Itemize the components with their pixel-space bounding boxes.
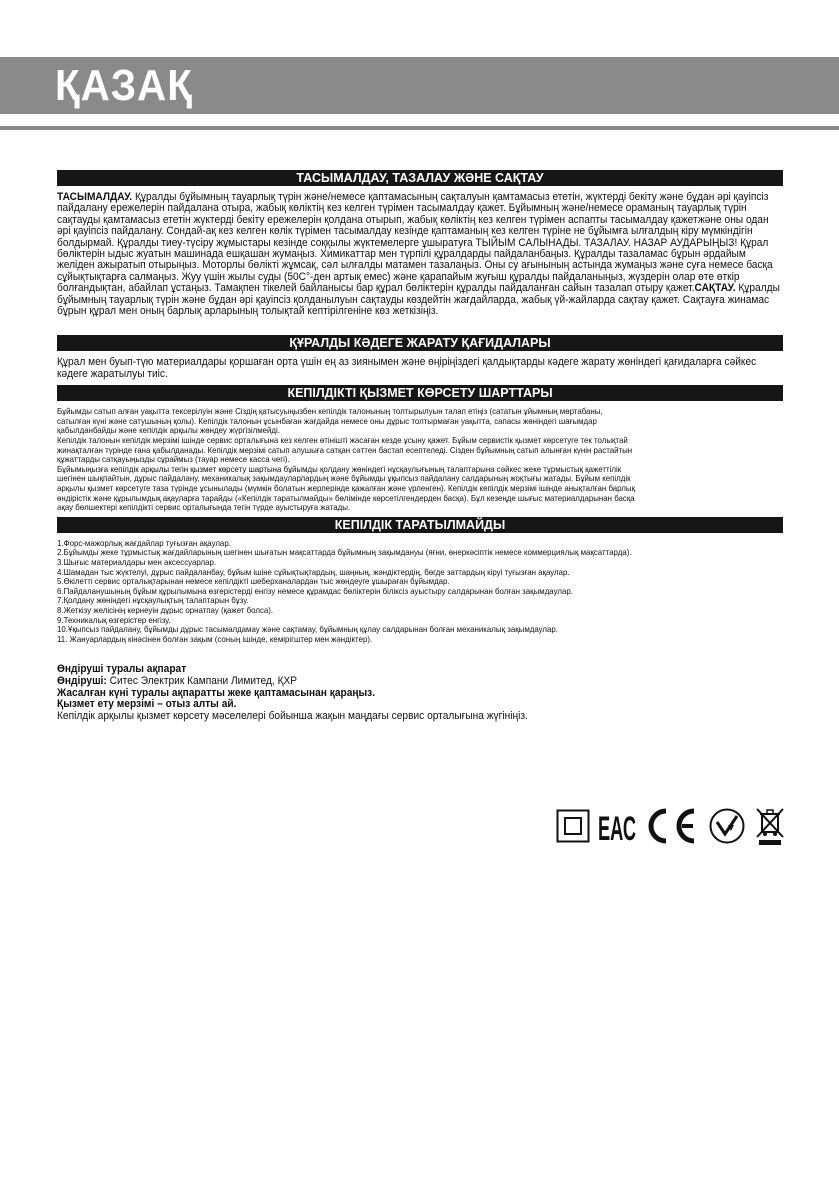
exclusion-item: 5.Өкілетті сервис орталықтарынан немесе кепілдікті шеберханалардан тыс жөндеуге ұшыраған бұйымдар. bbox=[57, 576, 450, 587]
exclusion-item: 1.Форс-мажорлық жағдайлар туғызған ақаулар. bbox=[57, 537, 231, 548]
warranty-line: шегінен шықпайтын, дұрыс пайдалану, механикалық зақымдауларлардың және бұйымды ұқыпсыз пайдалану салдарының жоқтығы жатады. Бұйым кепілдік bbox=[57, 473, 631, 484]
warranty-line: өндірістік және құрылымдық ақауларға тарайды («Кепілдік таратылмайды» бөлімінде көрсетілгендерден басқа). Бұл кезеңде шығыс материалдарынан басқа bbox=[57, 492, 635, 503]
warranty-line: ақау бөлшектері кепілдікті сервис орталығында тегін түрде ауыстыруға жатады. bbox=[57, 502, 351, 513]
warranty-line: Кепілдік талонын кепілдік мерзімі ішінде сервис орталығына кез келген өтінішті жасаған кезде ұсыну қажет. Бұйым сервистік қызмет көрсетуге тек толықтай bbox=[57, 435, 628, 446]
producer-value: Ситес Электрик Кампани Лимитед, ҚХР bbox=[106, 674, 298, 687]
exclusion-item: 10.Ұқыпсыз пайдалану, бұйымды дұрыс тасымалдамау және сақтамау, бұйымның құлау салдарынан болған механикалық зақымдаулар. bbox=[57, 624, 558, 635]
service-life: Қызмет ету мерзімі – отыз алты ай. bbox=[57, 698, 237, 711]
double-insulation-icon bbox=[556, 809, 590, 843]
transport-text: Құралды бұйымның тауарлық түрін және/немесе қаптамасының сақталуын қамтамасыз ететін, жүктерді бекіту және бұдан әрі қауіпсіз пайдалану ережелерін пайдалана отыра, жабық көліктің кез келген түрімен тасымалдау қажет. Бұйымның және/немесе ораманың тауарлық түрін сақтауды қамтамасыз ететін жүктерді бекіту ережелерін қолдана отырып, жабық көліктің кез келген түрімен аспапты тасымалдау қажетжәне оны одан әрі қауіпсіз пайдалану. Сондай-ақ кез келген көлік түрімен тасымалдау кезінде қаптаманың кез келген түріне не бұйымға ылғалдың кіру мүмкіндігін болдырмай. Құралды тиеу-түсіру жұмыстары кезінде соққылы жүктемелерге ұшыратуға ТЫЙЫМ САЛЫНАДЫ. ТАЗАЛАУ. НАЗАР АУДАРЫҢЫЗ! Құрал бөліктерін ыдыс жуатын машинада ешқашан жумаңыз. Химикаттар мен түрпілі құралдарды пайдаланбаңыз. Құралды тазаламас бұрын әрдайым желіден ажыратып отырыңыз. Моторлы бөлікті жұмсақ, сәл ылғалды матамен тазалаңыз. Оны су ағынының астында жумаңыз және суға немесе басқа сұйықтықтарға салмаңыз. Жуу үшін жылы суды (50С°-ден артық емес) және қарапайым жуғыш құралды пайдаланыңыз, жүздерін олар өте өткір болғандықтан, абайлап ұстаңыз. Тамақпен тікелей байланысы бар құрал бөліктерін құралды пайдаланған сайын тазалап отыру қажет. bbox=[57, 191, 773, 295]
disposal-paragraph: Құрал мен буып-түю материалдары қоршаған орта үшін ең аз зиянымен және өңіріңіздегі қалдықтарды кәдеге жарату жөніндегі қағидаларға сәйкес кәдеге жаратылуы тиіс. bbox=[57, 356, 757, 380]
eac-mark-icon bbox=[598, 808, 636, 848]
exclusion-item: 11. Жануарлардың кінәсінен болған зақым (соның ішінде, кемірігштер мен жәндіктер). bbox=[57, 633, 373, 644]
warranty-line: Бұйымды сатып алған уақытта тексерілуін және Сіздің қатысуыңызбен кепілдік талонының толтырылуын талап етіңіз (сататын ұйымның мөртабаны, bbox=[57, 406, 603, 417]
warranty-line: арқылы қызмет көрсетуге таза түрінде ұсынылады (мүмкін болатын жерлерінде қажалған және үрленген). Кепілдік кепілдік мерзімі ішінде анықталған барлық bbox=[57, 483, 636, 494]
certification-marks bbox=[556, 806, 786, 846]
transport-paragraph bbox=[57, 192, 783, 317]
section-title-transport: ТАСЫМАЛДАУ, ТАЗАЛАУ ЖӘНЕ САҚТАУ bbox=[57, 170, 783, 186]
transport-bold: ТАСЫМАЛДАУ. bbox=[57, 191, 133, 203]
exclusion-item: 7.Қолдану жөніндегі нұсқаулықтың талаптарын бұзу. bbox=[57, 595, 249, 606]
storage-text: Құралды бұйымның тауарлық түрін және бұдан әрі қауіпсіз қолданылуын сақтауды көздейтін жағдайларда, жабық үй-жайларда сақтау қажет. Сақтауға жинамас бұрын құрал мен оның барлық арларының толықтай кептірілгеніне көз жеткізіңіз. bbox=[57, 282, 780, 318]
warranty-line: жинақталған түрінде ғана қабылданады. Кепілдік мерзімі сатып алушыға сатқан сәттен бастап есептеледі. Сізден бұйымның сатып алынған күнін растайтын bbox=[57, 444, 633, 455]
exclusion-item: 6.Пайдаланушының бұйым құрылымына өзгерістерді енгізу немесе құрамдас бөліктерін біліксіз ауыстыру салдарынан болған зақымдаулар. bbox=[57, 585, 573, 596]
exclusion-item: 9.Техникалық өзгерістер енгізу. bbox=[57, 614, 171, 625]
warranty-line: қабылданбайды және кепілдік арқылы жөндеу жүргізілмейді. bbox=[57, 425, 280, 436]
weee-crossed-bin-icon bbox=[754, 806, 786, 846]
section-title-warranty: КЕПІЛДІКТІ ҚЫЗМЕТ КӨРСЕТУ ШАРТТАРЫ bbox=[57, 385, 783, 401]
warranty-line: сатылған күні және сатушының қолы). Кепілдік талонын ұсынбаған жағдайда немесе оны дұрыс толтырмаған уақытта, сапасы жөніндегі шағымдар bbox=[57, 415, 597, 426]
producer-heading: Өндіруші туралы ақпарат bbox=[57, 663, 187, 676]
exclusion-item: 8.Жеткізу желісінің кернеуін дұрыс орнатпау (қажет болса). bbox=[57, 604, 274, 615]
warranty-line: Бұйымыңызға кепілдік арқылы тегін қызмет көрсету шартына бұйымды қолдану жөніндегі нұсқаулығының талаптарына сәйкес жеке тұрмыстық қажеттілік bbox=[57, 463, 622, 474]
exclusion-item: 4.Шамадан тыс жүктелуі, дұрыс пайдаланбау, бұйым ішіне сұйықтықтардың, шаңның, жәндіктердің, бөгде заттардың кіруі туғызған ақаулар. bbox=[57, 566, 570, 577]
service-center-note: Кепілдік арқылы қызмет көрсету мәселелері бойынша жақын маңдағы сервис орталығына жүгініңіз. bbox=[57, 709, 528, 722]
warranty-line: құжаттарды сатқауыңызды сұраймыз (тауар немесе касса чегі). bbox=[57, 454, 290, 465]
language-header-band bbox=[0, 57, 839, 114]
ce-mark-icon bbox=[644, 807, 700, 845]
page-content bbox=[57, 170, 783, 722]
warranty-text bbox=[57, 407, 784, 513]
storage-bold: САҚТАУ. bbox=[694, 282, 736, 295]
exclusion-item: 3.Шығыс материалдары мен аксессуарлар. bbox=[57, 557, 217, 567]
eac-mark-text: ЕАС bbox=[598, 810, 636, 848]
recycling-check-icon bbox=[708, 807, 746, 845]
language-title: ҚАЗАҚ bbox=[55, 61, 193, 110]
manufacture-date-note: Жасалған күні туралы ақпаратты жеке қаптамасынан қараңыз. bbox=[57, 686, 376, 699]
section-title-exclusions: КЕПІЛДІК ТАРАТЫЛМАЙДЫ bbox=[57, 517, 783, 533]
producer-info bbox=[57, 664, 783, 722]
exclusions-list bbox=[57, 539, 784, 645]
exclusion-item: 2.Бұйымды жеке тұрмыстық жағдайларының шегінен шығатын мақсаттарда бұйымның зақымдануы (яғни, өнеркәсіптік немесе коммерциялық мақсаттарда). bbox=[57, 547, 632, 558]
section-title-disposal: ҚҰРАЛДЫ КӘДЕГЕ ЖАРАТУ ҚАҒИДАЛАРЫ bbox=[57, 335, 783, 351]
producer-label: Өндіруші: bbox=[57, 674, 107, 687]
header-divider bbox=[0, 126, 839, 130]
